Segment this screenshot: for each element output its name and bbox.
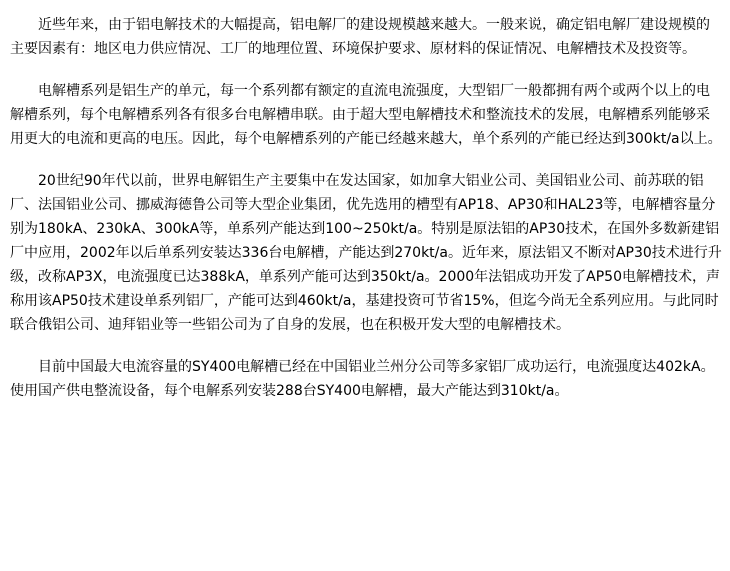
paragraph-2: 电解槽系列是铝生产的单元，每一个系列都有额定的直流电流强度，大型铝厂一般都拥有两个或两个以上的电解槽系列，每个电解槽系列各有很多台电解槽串联。由于超大型电解槽技术和整流技术的发展，电解槽系列能够采用更大的电流和更高的电压。因此，每个电解槽系列的产能已经越来越大，单个系列的产能已经达到300kt/a以上。 bbox=[10, 83, 722, 147]
paragraph-1: 近些年来，由于铝电解技术的大幅提高，铝电解厂的建设规模越来越大。一般来说，确定铝电解厂建设规模的主要因素有：地区电力供应情况、工厂的地理位置、环境保护要求、原材料的保证情况、电解槽技术及投资等。 bbox=[10, 17, 710, 57]
paragraph-4: 目前中国最大电流容量的SY400电解槽已经在中国铝业兰州分公司等多家铝厂成功运行，电流强度达402kA。使用国产供电整流设备，每个电解系列安装288台SY400电解槽，最大产能达到310kt/a。 bbox=[10, 359, 715, 399]
document-body bbox=[10, 13, 722, 421]
paragraph-3: 20世纪90年代以前，世界电解铝生产主要集中在发达国家，如加拿大铝业公司、美国铝业公司、前苏联的铝厂、法国铝业公司、挪威海德鲁公司等大型企业集团，优先选用的槽型有AP18、AP30和HAL23等，电解槽容量分别为180kA、230kA、300kA等，单系列产能达到100~250kt/a。特别是原法铝的AP30技术，在国外多数新建铝厂中应用，2002年以后单系列安装达336台电解槽，产能达到270kt/a。近年来，原法铝又不断对AP30技术进行升级，改称AP3X，电流强度已达388kA，单系列产能可达到350kt/a。2000年法铝成功开发了AP50电解槽技术，声称用该AP50技术建设单系列铝厂，产能可达到460kt/a，基建投资可节省15%，但迄今尚无全系列应用。与此同时联合俄铝公司、迪拜铝业等一些铝公司为了自身的发展，也在积极开发大型的电解槽技术。 bbox=[10, 173, 722, 333]
